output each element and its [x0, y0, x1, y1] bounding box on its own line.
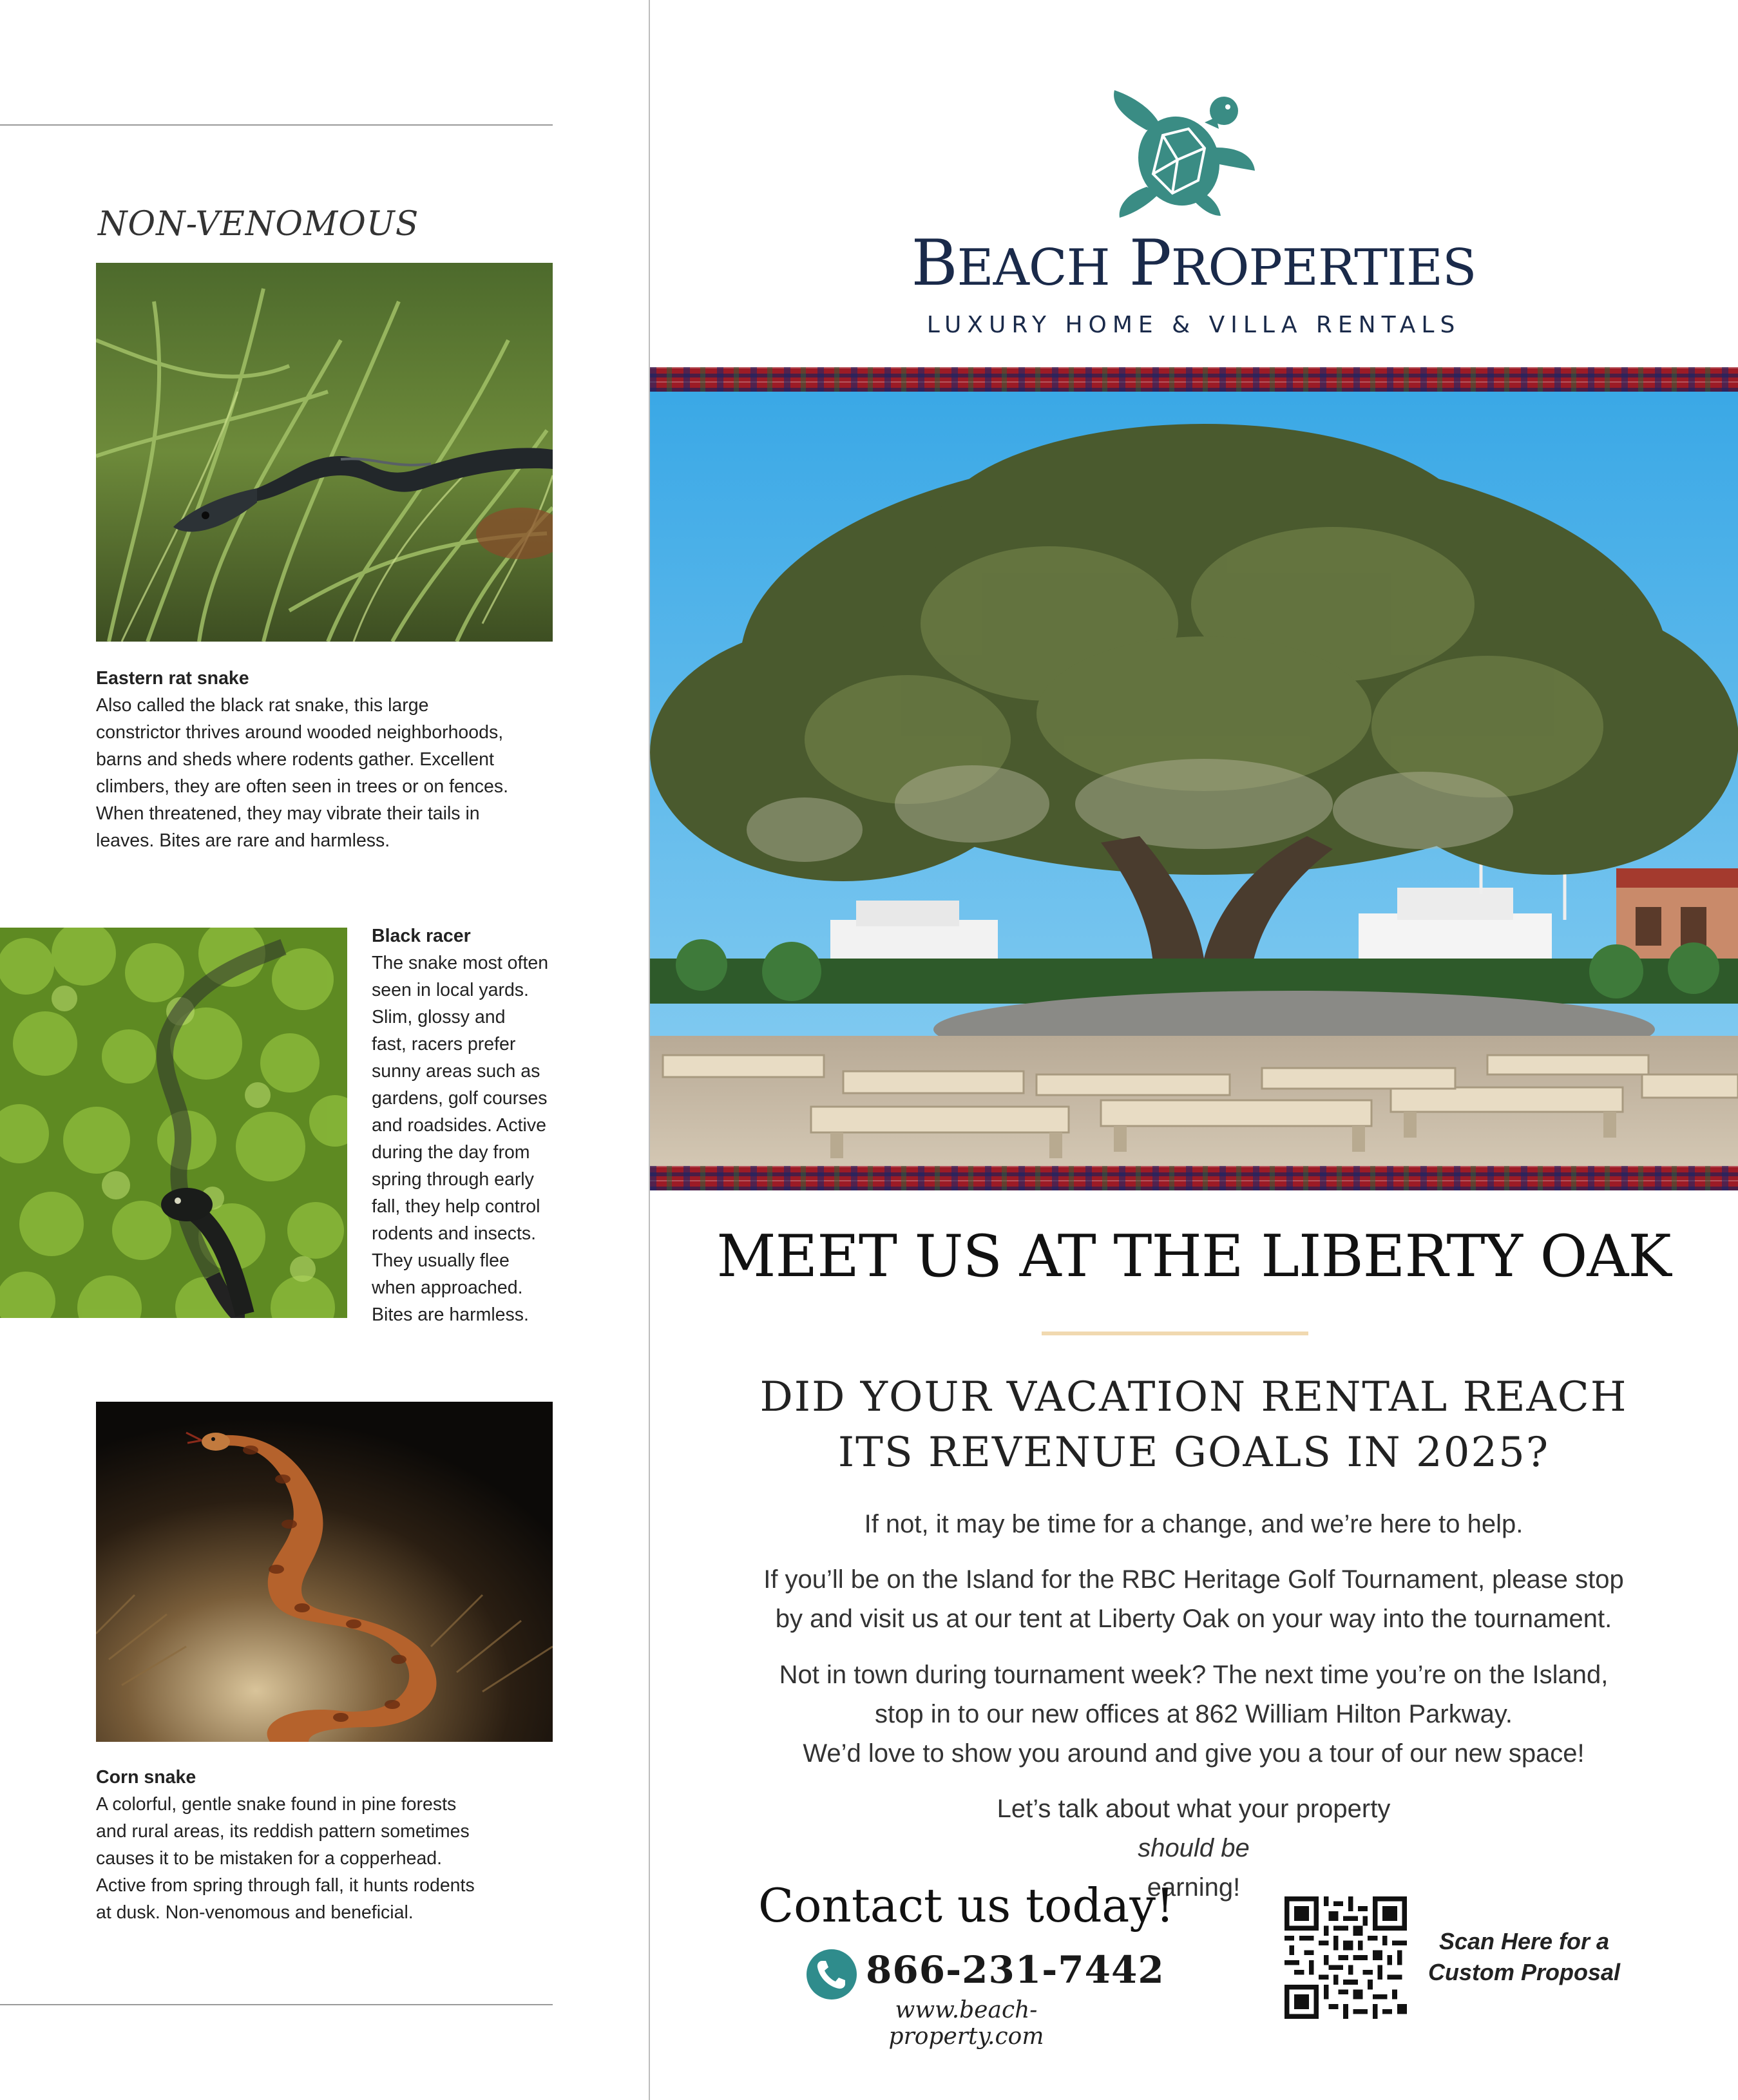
- caption-line: Slim, glossy and: [372, 1007, 506, 1027]
- body-paragraph: [649, 1560, 1738, 1639]
- closing-emphasis: should be: [1138, 1834, 1250, 1862]
- body-paragraph: [649, 1656, 1738, 1773]
- headline: MEET US AT THE LIBERTY OAK: [716, 1223, 1671, 1290]
- subhead-line: ITS REVENUE GOALS IN 2025?: [837, 1429, 1550, 1476]
- caption-line: Active from spring through fall, it hunts rodents: [96, 1875, 475, 1896]
- contact-title: Contact us today!: [758, 1878, 1174, 1933]
- bottom-rule: [0, 2004, 553, 2005]
- black-racer-photo: [0, 928, 347, 1318]
- caption-line: Bites are harmless.: [372, 1304, 529, 1325]
- caption-line: They usually flee: [372, 1250, 510, 1271]
- body-line: We’d love to show you around and give you a tour of our new space!: [803, 1739, 1585, 1768]
- caption-line: Also called the black rat snake, this large: [96, 695, 429, 716]
- brand-tagline: LUXURY HOME & VILLA RENTALS: [926, 312, 1461, 338]
- brand-initial: B: [911, 227, 957, 300]
- subheadline: [649, 1370, 1738, 1480]
- scan-line: Scan Here for a: [1438, 1928, 1610, 1954]
- body-line: If not, it may be time for a change, and we’re here to help.: [864, 1510, 1523, 1538]
- caption-line: The snake most often: [372, 953, 549, 973]
- brand-word-rest: ROPERTIES: [1170, 239, 1476, 297]
- caption-line: A colorful, gentle snake found in pine forests: [96, 1794, 457, 1815]
- body-line: If you’ll be on the Island for the RBC Heritage Golf Tournament, please stop: [763, 1565, 1624, 1594]
- divider: [1042, 1332, 1308, 1335]
- caption-line: spring through early: [372, 1169, 534, 1190]
- caption-line: sunny areas such as: [372, 1061, 540, 1082]
- liberty-oak-photo: [650, 392, 1738, 1189]
- snake-name: Black racer: [372, 926, 471, 946]
- caption-line: during the day from: [372, 1142, 530, 1163]
- caption-line: and roadsides. Active: [372, 1115, 546, 1136]
- top-rule: [0, 124, 553, 126]
- phone-icon: [807, 1949, 857, 2000]
- corn-snake-photo: [96, 1402, 553, 1742]
- snake-name: Eastern rat snake: [96, 668, 249, 689]
- caption-line: leaves. Bites are rare and harmless.: [96, 830, 390, 851]
- caption-line: constrictor thrives around wooded neighborhoods,: [96, 722, 504, 743]
- qr-code[interactable]: [1284, 1896, 1407, 2019]
- scan-line: Custom Proposal: [1428, 1959, 1621, 1985]
- snake-name: Corn snake: [96, 1767, 196, 1788]
- caption-line: fall, they help control: [372, 1196, 540, 1217]
- subhead-line: DID YOUR VACATION RENTAL REACH: [759, 1373, 1628, 1421]
- closing-text: Let’s talk about what your property: [997, 1795, 1391, 1823]
- closing-text: earning!: [1147, 1873, 1241, 1902]
- body-paragraph: [649, 1505, 1738, 1544]
- caption-line: rodents and insects.: [372, 1223, 537, 1244]
- caption-line: and rural areas, its reddish pattern sometimes: [96, 1821, 470, 1842]
- eastern-rat-snake-photo: [96, 263, 553, 642]
- sea-turtle-icon: [1108, 84, 1256, 219]
- caption-line: climbers, they are often seen in trees or on fences.: [96, 776, 508, 797]
- black-racer-caption: [372, 922, 565, 1328]
- phone-number[interactable]: 866-231-7442: [866, 1948, 1165, 1992]
- brand-word-rest: EACH: [957, 239, 1110, 297]
- plaid-border-bottom: [650, 1166, 1738, 1190]
- caption-line: gardens, golf courses: [372, 1088, 548, 1109]
- caption-line: causes it to be mistaken for a copperhead.: [96, 1848, 443, 1869]
- body-line: stop in to our new offices at 862 William Hilton Parkway.: [874, 1700, 1513, 1728]
- caption-line: when approached.: [372, 1277, 523, 1298]
- corn-snake-caption: [96, 1764, 547, 1926]
- caption-line: seen in local yards.: [372, 980, 529, 1000]
- caption-line: at dusk. Non-venomous and beneficial.: [96, 1902, 414, 1923]
- brand-initial: P: [1129, 227, 1171, 300]
- eastern-rat-snake-caption: [96, 665, 547, 854]
- brand-title: [649, 227, 1738, 300]
- plaid-border-top: [650, 367, 1738, 392]
- scan-label: [1415, 1926, 1634, 1988]
- caption-line: barns and sheds where rodents gather. Excellent: [96, 749, 494, 770]
- body-line: Not in town during tournament week? The next time you’re on the Island,: [779, 1661, 1609, 1689]
- website-link[interactable]: www.beach-property.com: [888, 1997, 1044, 2050]
- caption-line: When threatened, they may vibrate their tails in: [96, 803, 480, 824]
- body-line: by and visit us at our tent at Liberty Oak on your way into the tournament.: [775, 1605, 1612, 1633]
- section-heading: NON-VENOMOUS: [98, 205, 419, 243]
- caption-line: fast, racers prefer: [372, 1034, 516, 1055]
